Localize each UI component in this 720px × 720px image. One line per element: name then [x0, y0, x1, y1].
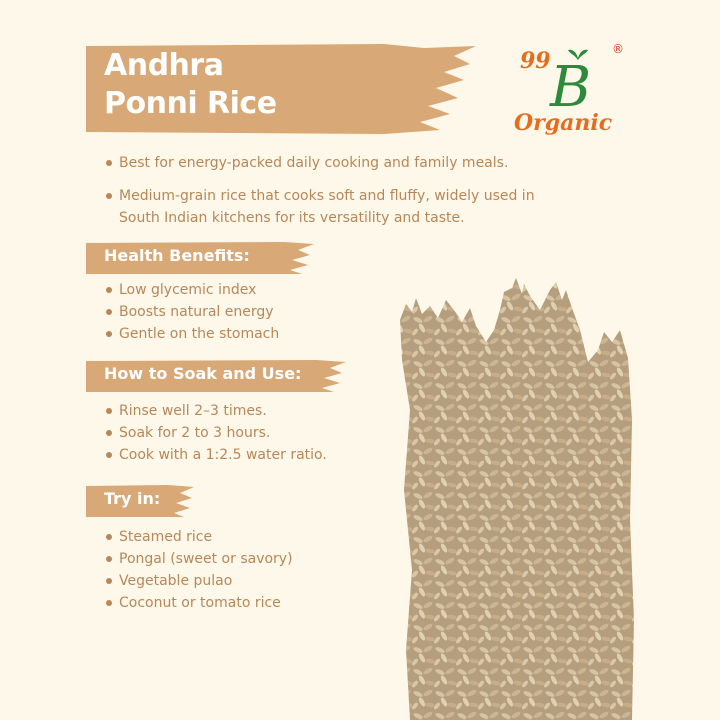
soak-use-banner	[84, 359, 346, 393]
list-item: Boosts natural energy	[104, 301, 279, 323]
title-line-1: Andhra	[104, 48, 224, 83]
page-title	[104, 47, 277, 123]
title-line-2: Ponni Rice	[104, 86, 277, 121]
try-in-list	[104, 526, 293, 614]
list-item: Cook with a 1:2.5 water ratio.	[104, 444, 327, 466]
soak-use-list	[104, 400, 327, 466]
intro-list	[104, 152, 574, 240]
list-item: Gentle on the stomach	[104, 323, 279, 345]
list-item: Rinse well 2–3 times.	[104, 400, 327, 422]
logo-number: 99	[520, 48, 551, 74]
try-in-heading: Try in:	[104, 489, 161, 508]
health-benefits-heading: Health Benefits:	[104, 246, 250, 265]
list-item: Best for energy-packed daily cooking and family meals.	[104, 152, 574, 174]
list-item: Steamed rice	[104, 526, 293, 548]
list-item: Vegetable pulao	[104, 570, 293, 592]
registered-mark: ®	[612, 42, 624, 56]
list-item: Low glycemic index	[104, 279, 279, 301]
try-in-banner	[84, 484, 194, 518]
rice-grains-image	[390, 270, 635, 720]
brand-logo	[508, 40, 632, 140]
soak-use-heading: How to Soak and Use:	[104, 364, 302, 383]
logo-word: Organic	[514, 110, 613, 136]
logo-letter: B	[550, 55, 592, 120]
list-item: Pongal (sweet or savory)	[104, 548, 293, 570]
list-item: Medium-grain rice that cooks soft and fluffy, widely used in South Indian kitchens for its versatility and taste.	[104, 185, 574, 229]
list-item: Soak for 2 to 3 hours.	[104, 422, 327, 444]
health-benefits-list	[104, 279, 279, 345]
health-benefits-banner	[84, 241, 314, 275]
list-item: Coconut or tomato rice	[104, 592, 293, 614]
